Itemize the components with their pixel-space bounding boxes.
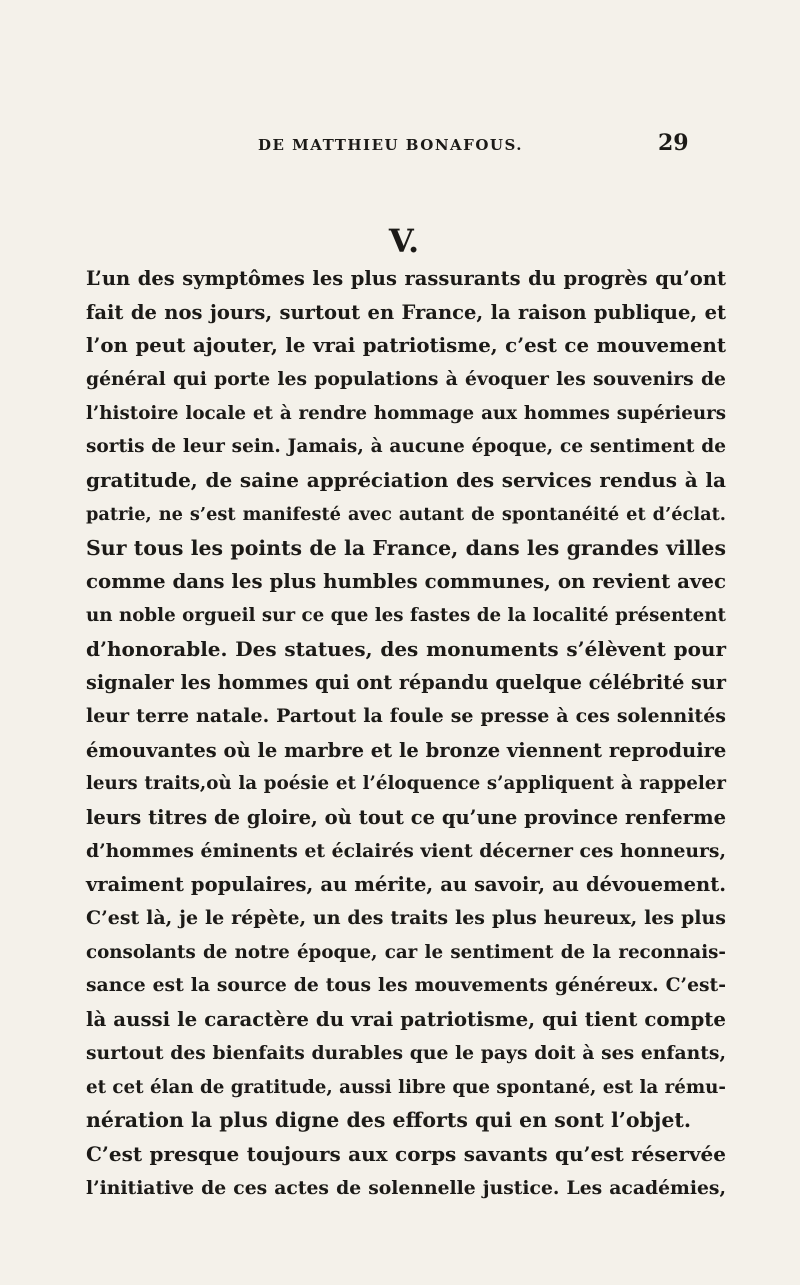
- text-line: Sur tous les points de la France, dans les grandes villes: [86, 535, 726, 560]
- page-number: 29: [658, 130, 689, 156]
- text-line: l’on peut ajouter, le vrai patriotisme, c’est ce mouvement: [86, 333, 726, 358]
- text-line: C’est là, je le répète, un des traits les plus heureux, les plus: [86, 907, 726, 930]
- text-line: sortis de leur sein. Jamais, à aucune époque, ce sentiment de: [86, 436, 726, 458]
- text-line: L’un des symptômes les plus rassurants du progrès qu’ont: [86, 267, 726, 290]
- text-line: consolants de notre époque, car le sentiment de la reconnais-: [86, 941, 726, 963]
- text-line: l’initiative de ces actes de solennelle justice. Les académies,: [86, 1176, 726, 1199]
- text-line: d’hommes éminents et éclairés vient décerner ces honneurs,: [86, 839, 726, 862]
- text-line: général qui porte les populations à évoquer les souvenirs de: [86, 368, 726, 391]
- text-line: surtout des bienfaits durables que le pays doit à ses enfants,: [86, 1041, 726, 1064]
- text-line: un noble orgueil sur ce que les fastes de la localité présentent: [86, 604, 726, 626]
- body-text: [86, 262, 726, 1205]
- section-title: V.: [388, 222, 420, 260]
- text-line: leurs titres de gloire, où tout ce qu’une province renferme: [86, 806, 726, 829]
- text-line: nération la plus digne des efforts qui en sont l’objet.: [86, 1108, 691, 1133]
- running-title: DE MATTHIEU BONAFOUS.: [258, 136, 523, 154]
- text-line: gratitude, de saine appréciation des services rendus à la: [86, 468, 726, 493]
- text-line: sance est la source de tous les mouvements généreux. C’est-: [86, 974, 726, 997]
- text-line: l’histoire locale et à rendre hommage aux hommes supérieurs: [86, 402, 726, 424]
- text-line: C’est presque toujours aux corps savants qu’est réservée: [86, 1141, 726, 1166]
- text-line: leur terre natale. Partout la foule se presse à ces solennités: [86, 704, 726, 727]
- text-line: leurs traits,où la poésie et l’éloquence s’appliquent à rappeler: [86, 773, 726, 795]
- text-line: vraiment populaires, au mérite, au savoir, au dévouement.: [86, 873, 726, 897]
- text-line: comme dans les plus humbles communes, on revient avec: [86, 569, 726, 594]
- text-line: fait de nos jours, surtout en France, la raison publique, et: [86, 300, 726, 324]
- text-line: signaler les hommes qui ont répandu quelque célébrité sur: [86, 671, 726, 695]
- text-line: et cet élan de gratitude, aussi libre que spontané, est la rému-: [86, 1076, 726, 1098]
- text-line: émouvantes où le marbre et le bronze viennent reproduire: [86, 738, 727, 762]
- text-line: là aussi le caractère du vrai patriotisme, qui tient compte: [86, 1007, 726, 1032]
- text-line: d’honorable. Des statues, des monuments s’élèvent pour: [86, 636, 726, 661]
- text-line: patrie, ne s’est manifesté avec autant de spontanéité et d’éclat.: [86, 503, 726, 525]
